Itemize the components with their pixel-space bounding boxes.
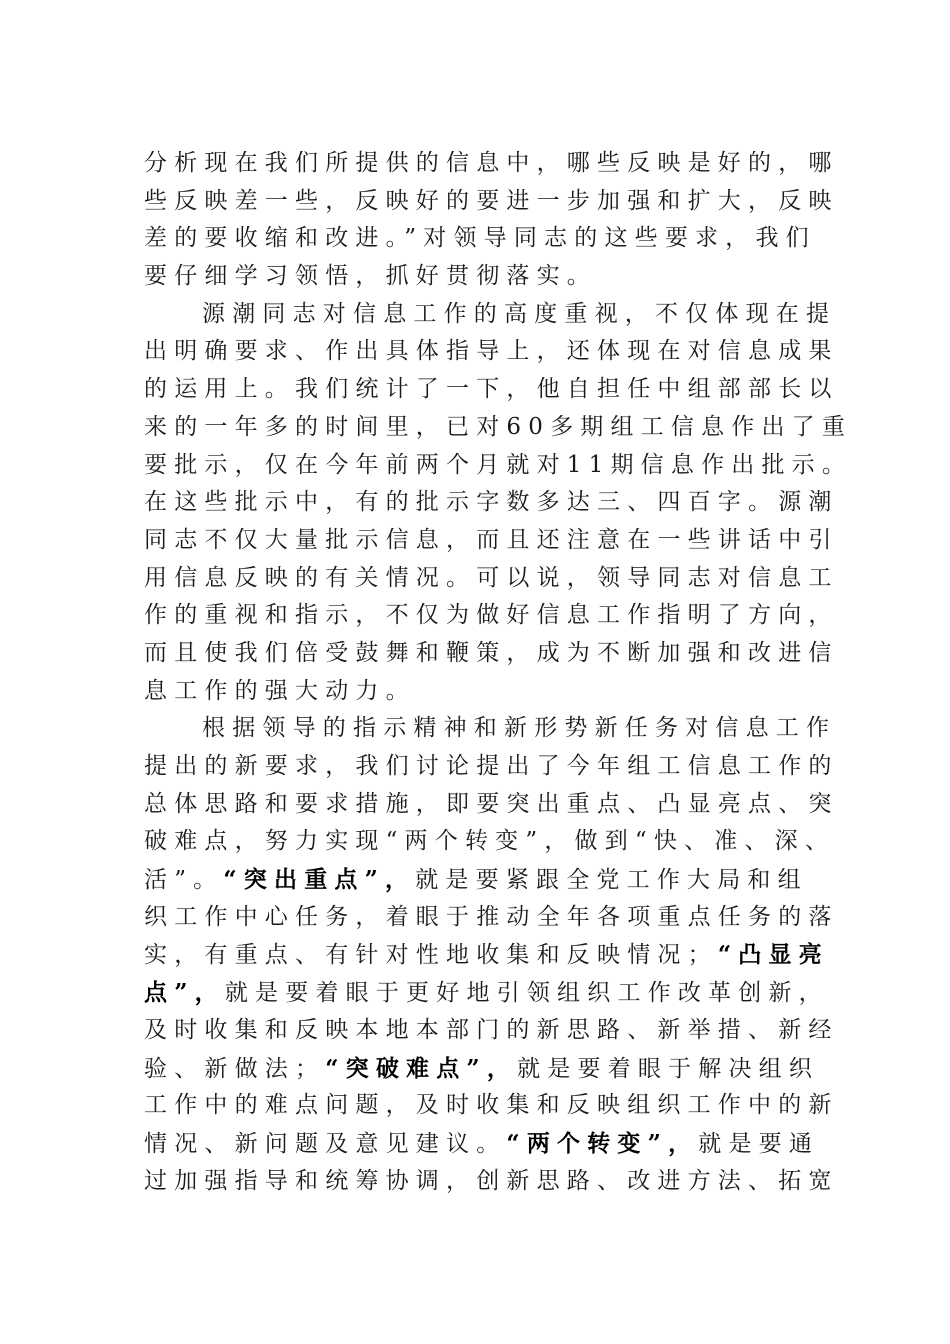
text-line xyxy=(144,823,834,861)
text-segment: 工作中的难点问题，及时收集和反映组织工作中的新 xyxy=(144,1092,839,1119)
text-segment: 出明确要求、作出具体指导上，还体现在对信息成果 xyxy=(144,338,839,365)
text-line xyxy=(144,1163,839,1201)
text-segment: 来的一年多的时间里，已对60多期组工信息作出了重 xyxy=(144,413,853,440)
text-line xyxy=(144,145,839,183)
text-line xyxy=(144,974,834,1012)
text-line xyxy=(144,1125,834,1163)
text-segment: 的运用上。我们统计了一下，他自担任中组部部长以 xyxy=(144,376,839,403)
text-line xyxy=(144,786,839,824)
text-line xyxy=(144,1050,834,1088)
text-segment: 织工作中心任务，着眼于推动全年各项重点任务的落 xyxy=(144,903,839,930)
text-segment: 在这些批示中，有的批示字数多达三、四百字。源潮 xyxy=(144,489,839,516)
text-segment: 总体思路和要求措施，即要突出重点、凸显亮点、突 xyxy=(144,790,839,817)
bold-phrase: “凸显亮 xyxy=(717,941,829,969)
bold-phrase: “突出重点”， xyxy=(223,866,416,894)
text-segment: 差的要收缩和改进。”对领导同志的这些要求，我们 xyxy=(144,225,816,252)
text-line xyxy=(144,522,839,560)
text-segment: 破难点，努力实现“两个转变”，做到“快、准、深、 xyxy=(144,828,836,855)
text-line xyxy=(144,409,853,447)
text-segment: 根据领导的指示精神和新形势新任务对信息工作 xyxy=(202,715,837,742)
text-segment: 些反映差一些，反映好的要进一步加强和扩大，反映 xyxy=(144,187,839,214)
text-segment: 就是要通 xyxy=(698,1130,820,1157)
text-line xyxy=(144,333,839,371)
text-line xyxy=(144,861,834,899)
bold-phrase: 点”， xyxy=(144,979,225,1007)
text-segment: 就是要着眼于更好地引领组织工作改革创新， xyxy=(224,980,829,1007)
text-segment: 过加强指导和统筹协调，创新思路、改进方法、拓宽 xyxy=(144,1167,839,1194)
bold-phrase: “两个转变”， xyxy=(506,1129,699,1157)
text-segment: 验、新做法； xyxy=(144,1055,326,1082)
body-text xyxy=(144,145,853,1200)
paragraph-first-line xyxy=(144,710,837,748)
text-line xyxy=(144,371,839,409)
text-line xyxy=(144,597,839,635)
text-segment: 作的重视和指示，不仅为做好信息工作指明了方向， xyxy=(144,602,839,629)
text-segment: 提出的新要求，我们讨论提出了今年组工信息工作的 xyxy=(144,753,839,779)
text-line xyxy=(144,899,839,937)
text-line xyxy=(144,748,839,786)
paragraph-first-line xyxy=(144,296,837,334)
text-segment: 就是要着眼于解决组织 xyxy=(517,1055,820,1082)
text-line xyxy=(144,673,834,711)
text-segment: 源潮同志对信息工作的高度重视，不仅体现在提 xyxy=(202,300,837,327)
text-line xyxy=(144,484,839,522)
text-line xyxy=(144,560,839,598)
text-line xyxy=(144,936,834,974)
text-segment: 及时收集和反映本地本部门的新思路、新举措、新经 xyxy=(144,1016,839,1043)
text-line xyxy=(144,183,839,221)
text-line xyxy=(144,1087,839,1125)
text-segment: 息工作的强大动力。 xyxy=(144,677,416,704)
text-line xyxy=(144,1012,839,1050)
text-segment: 而且使我们倍受鼓舞和鞭策，成为不断加强和改进信 xyxy=(144,639,839,666)
text-segment: 用信息反映的有关情况。可以说，领导同志对信息工 xyxy=(144,564,839,591)
text-segment: 实，有重点、有针对性地收集和反映情况； xyxy=(144,942,718,969)
bold-phrase: “突破难点”， xyxy=(325,1054,518,1082)
text-segment: 情况、新问题及意见建议。 xyxy=(144,1130,507,1157)
text-line xyxy=(144,635,839,673)
text-segment: 活”。 xyxy=(144,867,224,894)
text-line xyxy=(144,258,834,296)
text-line xyxy=(144,220,834,258)
text-segment: 分析现在我们所提供的信息中，哪些反映是好的，哪 xyxy=(144,150,839,176)
text-line xyxy=(144,447,853,485)
text-segment: 就是要紧跟全党工作大局和组 xyxy=(415,867,808,894)
text-segment: 要批示，仅在今年前两个月就对11期信息作出批示。 xyxy=(144,451,853,478)
text-segment: 同志不仅大量批示信息，而且还注意在一些讲话中引 xyxy=(144,526,839,553)
text-segment: 要仔细学习领悟，抓好贯彻落实。 xyxy=(144,263,597,290)
